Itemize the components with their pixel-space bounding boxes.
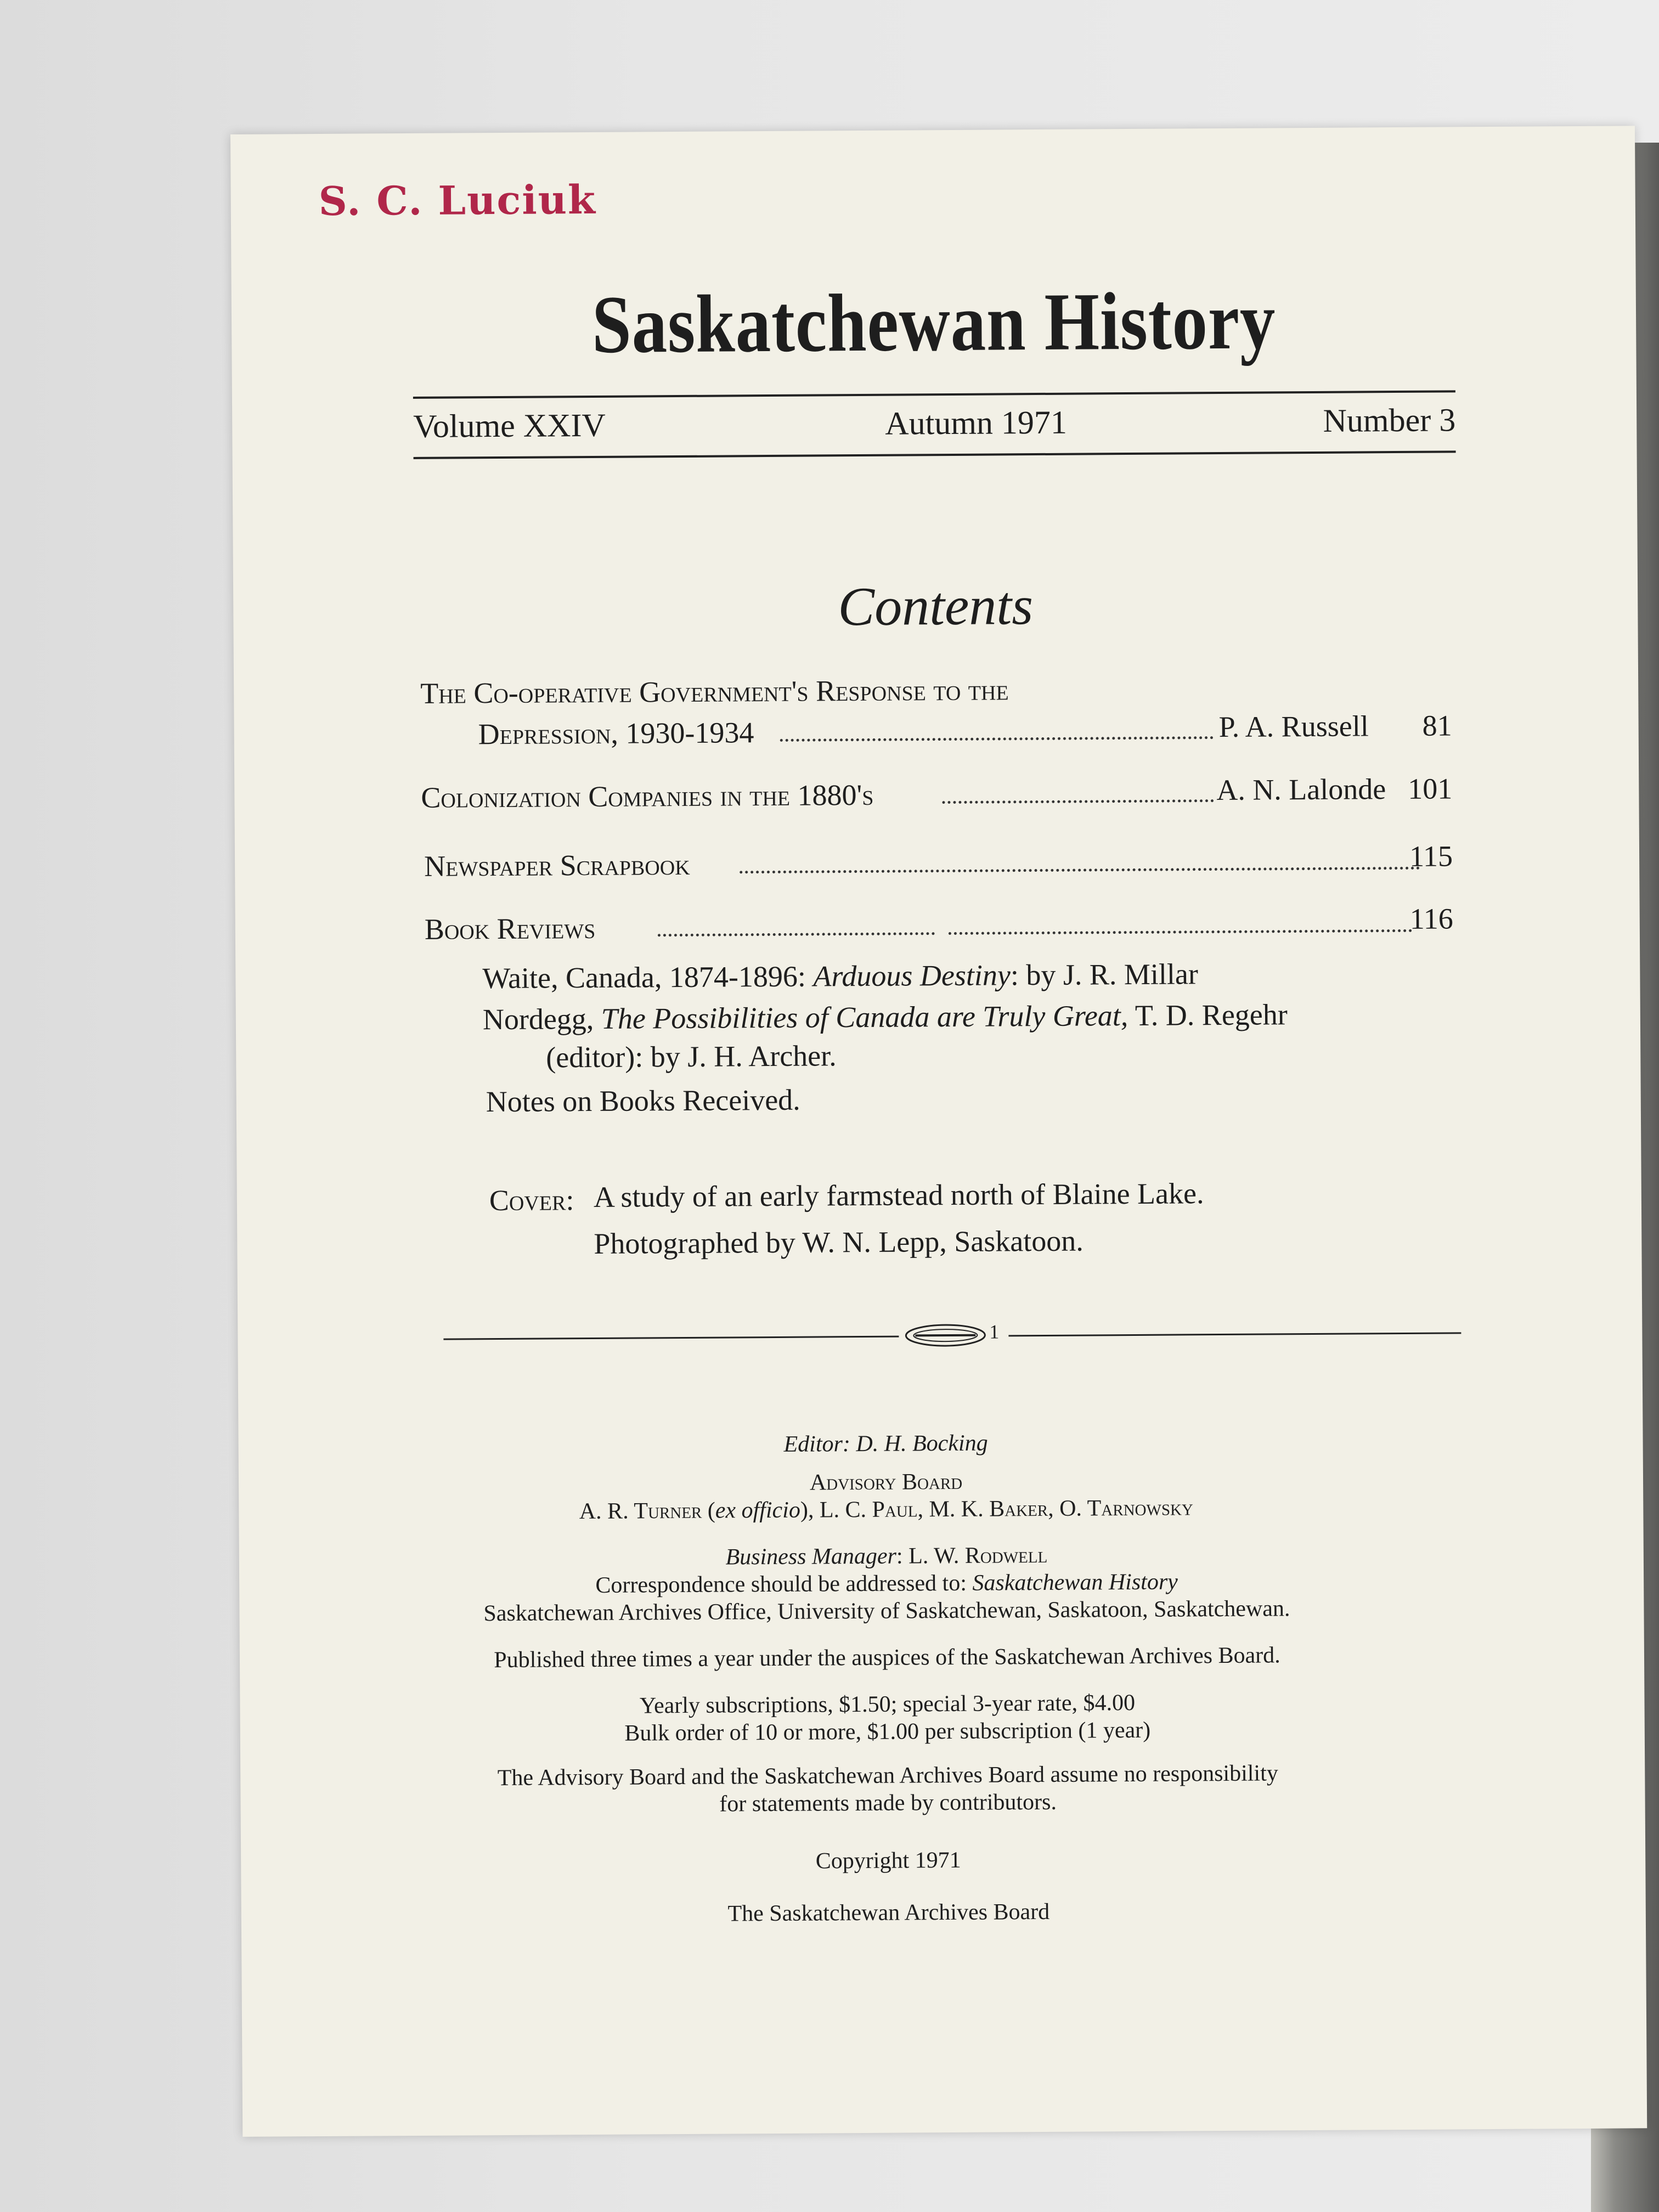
- volume-label: Volume XXIV: [413, 407, 606, 444]
- issue-line: [413, 401, 1455, 452]
- advisory-heading: Advisory Board: [809, 1469, 963, 1496]
- entry-2-title: Colonization Companies in the 1880's: [421, 778, 874, 814]
- correspondence-text: Correspondence should be addressed to:: [595, 1570, 973, 1598]
- publisher-line: The Saskatchewan Archives Board: [727, 1899, 1050, 1927]
- bottom-rule: [414, 450, 1456, 459]
- season-label: Autumn 1971: [885, 404, 1068, 442]
- correspondence-journal: Saskatchewan History: [972, 1569, 1178, 1596]
- journal-page: [230, 126, 1647, 2137]
- review-2-text: Nordegg,: [482, 1002, 601, 1036]
- entry-4-page: 116: [1409, 902, 1453, 935]
- cover-line1: A study of an early farmstead north of Blaine Lake.: [593, 1177, 1204, 1214]
- review-1-book-title: Arduous Destiny: [813, 958, 1011, 993]
- top-rule: [413, 390, 1455, 399]
- ornament-number: 1: [989, 1321, 1000, 1343]
- entry-4-leader-a: [658, 932, 935, 936]
- entry-3-page: 115: [1409, 839, 1453, 873]
- advisory-members: [337, 1493, 1435, 1526]
- journal-title: Saskatchewan History: [591, 275, 1276, 370]
- divider-right: [1008, 1332, 1461, 1336]
- review-1: [482, 957, 1198, 995]
- subscriptions-line-2: Bulk order of 10 or more, $1.00 per subscription (1 year): [624, 1717, 1151, 1746]
- advisory-ex-officio: ex officio: [715, 1497, 801, 1523]
- published-line: Published three times a year under the auspices of the Saskatchewan Archives Board.: [494, 1643, 1280, 1673]
- owner-stamp: S. C. Luciuk: [318, 176, 597, 225]
- subscriptions-line-1: Yearly subscriptions, $1.50; special 3-year rate, $4.00: [639, 1690, 1136, 1719]
- number-label: Number 3: [1323, 402, 1456, 439]
- business-manager-name: : L. W. Rodwell: [896, 1542, 1048, 1569]
- review-2: [483, 997, 1288, 1036]
- review-1-reviewer: : by J. R. Millar: [1010, 957, 1199, 992]
- business-manager-label: Business Manager: [725, 1543, 897, 1570]
- entry-2-leader: [942, 799, 1214, 804]
- entry-1-title-line1: The Co-operative Government's Response to the: [420, 673, 1009, 710]
- contents-heading: Contents: [838, 575, 1034, 637]
- entry-3-title: Newspaper Scrapbook: [424, 848, 690, 883]
- address-line: Saskatchewan Archives Office, University of Saskatchewan, Saskatoon, Saskatchewan.: [483, 1596, 1290, 1627]
- review-1-text: Waite, Canada, 1874-1896:: [482, 960, 814, 995]
- cover-line2: Photographed by W. N. Lepp, Saskatoon.: [594, 1224, 1084, 1260]
- entry-4-leader-b: [949, 929, 1412, 935]
- copyright-line: Copyright 1971: [815, 1847, 961, 1874]
- entry-3-leader: [740, 867, 1420, 874]
- entry-1-page: 81: [1422, 709, 1452, 742]
- entry-2-author: A. N. Lalonde: [1216, 772, 1386, 807]
- disclaimer-line-2: for statements made by contributors.: [719, 1789, 1057, 1817]
- review-2-editor: T. D. Regehr: [1128, 998, 1288, 1032]
- cover-label: Cover:: [489, 1183, 574, 1217]
- divider-left: [443, 1336, 899, 1340]
- advisory-members-a: A. R. Turner (: [579, 1498, 715, 1525]
- review-3: Notes on Books Received.: [486, 1083, 800, 1119]
- editor-label: Editor:: [783, 1431, 851, 1457]
- editor-line: [337, 1427, 1434, 1460]
- review-2-line2: (editor): by J. H. Archer.: [546, 1039, 837, 1074]
- disclaimer-line-1: The Advisory Board and the Saskatchewan Archives Board assume no responsibility: [497, 1760, 1278, 1791]
- review-2-book-title: The Possibilities of Canada are Truly Great,: [601, 999, 1128, 1035]
- advisory-members-b: ), L. C. Paul, M. K. Baker, O. Tarnowsky: [800, 1495, 1194, 1523]
- entry-1-author: P. A. Russell: [1218, 709, 1369, 744]
- printer-emblem-icon: [904, 1323, 986, 1348]
- entry-1-leader: [780, 736, 1214, 742]
- entry-1-title-line2: Depression, 1930-1934: [478, 716, 754, 751]
- editor-name: D. H. Bocking: [856, 1430, 988, 1457]
- entry-4-title: Book Reviews: [424, 911, 596, 946]
- entry-2-page: 101: [1408, 772, 1453, 805]
